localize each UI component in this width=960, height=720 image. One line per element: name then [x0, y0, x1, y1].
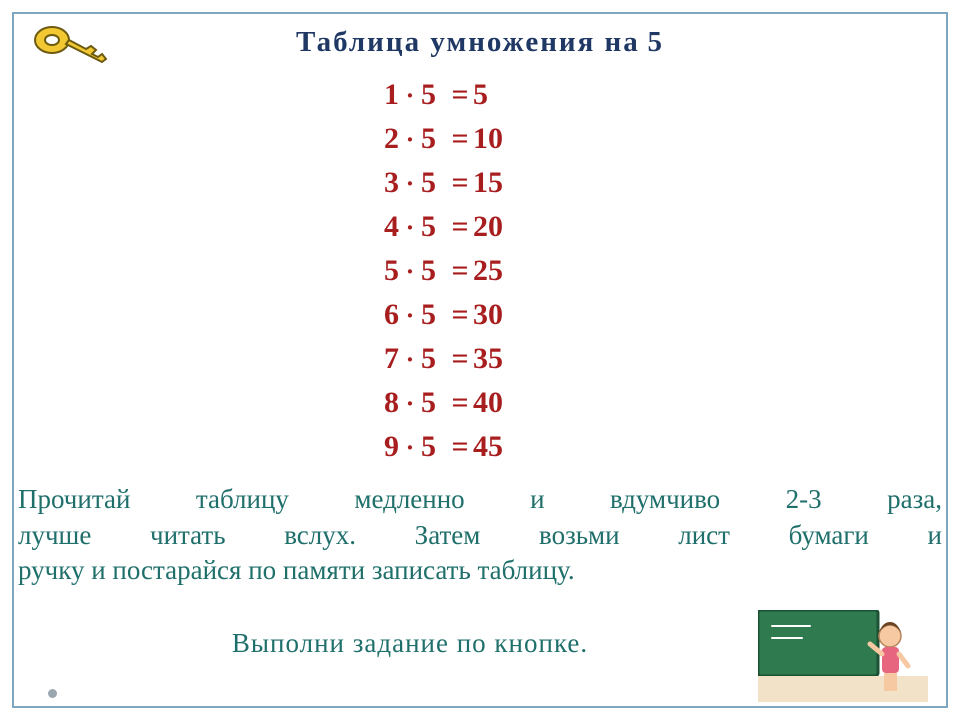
page-title-number: 5	[647, 26, 665, 58]
instructions-line-2: лучше читать вслух. Затем возьми лист бумаги и	[18, 519, 942, 550]
multiply-sign: ·	[405, 301, 415, 330]
multiply-sign: ·	[405, 257, 415, 286]
product: 30	[473, 298, 503, 331]
table-row	[375, 298, 585, 342]
factor-b: 5	[421, 78, 436, 111]
factor-b: 5	[421, 122, 436, 155]
product: 5	[473, 78, 488, 111]
product: 20	[473, 210, 503, 243]
factor-b: 5	[421, 166, 436, 199]
factor-b: 5	[421, 298, 436, 331]
factor-a: 6	[384, 298, 399, 331]
multiply-sign: ·	[405, 125, 415, 154]
factor-b: 5	[421, 430, 436, 463]
multiplication-table	[0, 78, 960, 474]
equals-sign: =	[451, 210, 469, 243]
equals-sign: =	[451, 166, 469, 199]
multiply-sign: ·	[405, 81, 415, 110]
multiply-sign: ·	[405, 345, 415, 374]
table-row	[375, 254, 585, 298]
table-row	[375, 342, 585, 386]
factor-b: 5	[421, 210, 436, 243]
factor-a: 3	[384, 166, 399, 199]
equals-sign: =	[451, 298, 469, 331]
decorative-dot-left	[48, 689, 57, 698]
table-row	[375, 122, 585, 166]
factor-a: 2	[384, 122, 399, 155]
multiply-sign: ·	[405, 389, 415, 418]
factor-b: 5	[421, 342, 436, 375]
factor-b: 5	[421, 386, 436, 419]
teacher-at-blackboard-icon	[758, 610, 928, 702]
product: 40	[473, 386, 503, 419]
table-row	[375, 210, 585, 254]
factor-a: 8	[384, 386, 399, 419]
multiply-sign: ·	[405, 433, 415, 462]
product: 45	[473, 430, 503, 463]
instructions-paragraph	[18, 482, 942, 589]
equals-sign: =	[451, 430, 469, 463]
product: 35	[473, 342, 503, 375]
multiply-sign: ·	[405, 213, 415, 242]
page-title-text: Таблица умножения на	[295, 26, 640, 58]
product: 15	[473, 166, 503, 199]
equals-sign: =	[451, 122, 469, 155]
factor-a: 4	[384, 210, 399, 243]
table-row	[375, 78, 585, 122]
page-title	[0, 26, 960, 59]
factor-a: 5	[384, 254, 399, 287]
multiply-sign: ·	[405, 169, 415, 198]
product: 25	[473, 254, 503, 287]
factor-a: 9	[384, 430, 399, 463]
factor-b: 5	[421, 254, 436, 287]
equals-sign: =	[451, 78, 469, 111]
product: 10	[473, 122, 503, 155]
instructions-line-3: ручку и постарайся по памяти записать таблицу.	[18, 555, 575, 586]
equals-sign: =	[451, 342, 469, 375]
equals-sign: =	[451, 386, 469, 419]
instructions-line-1: Прочитай таблицу медленно и вдумчиво 2-3 раза,	[18, 484, 942, 514]
task-instruction: Выполни задание по кнопке.	[231, 628, 589, 658]
equals-sign: =	[451, 254, 469, 287]
table-row	[375, 430, 585, 474]
factor-a: 7	[384, 342, 399, 375]
factor-a: 1	[384, 78, 399, 111]
table-row	[375, 166, 585, 210]
table-row	[375, 386, 585, 430]
